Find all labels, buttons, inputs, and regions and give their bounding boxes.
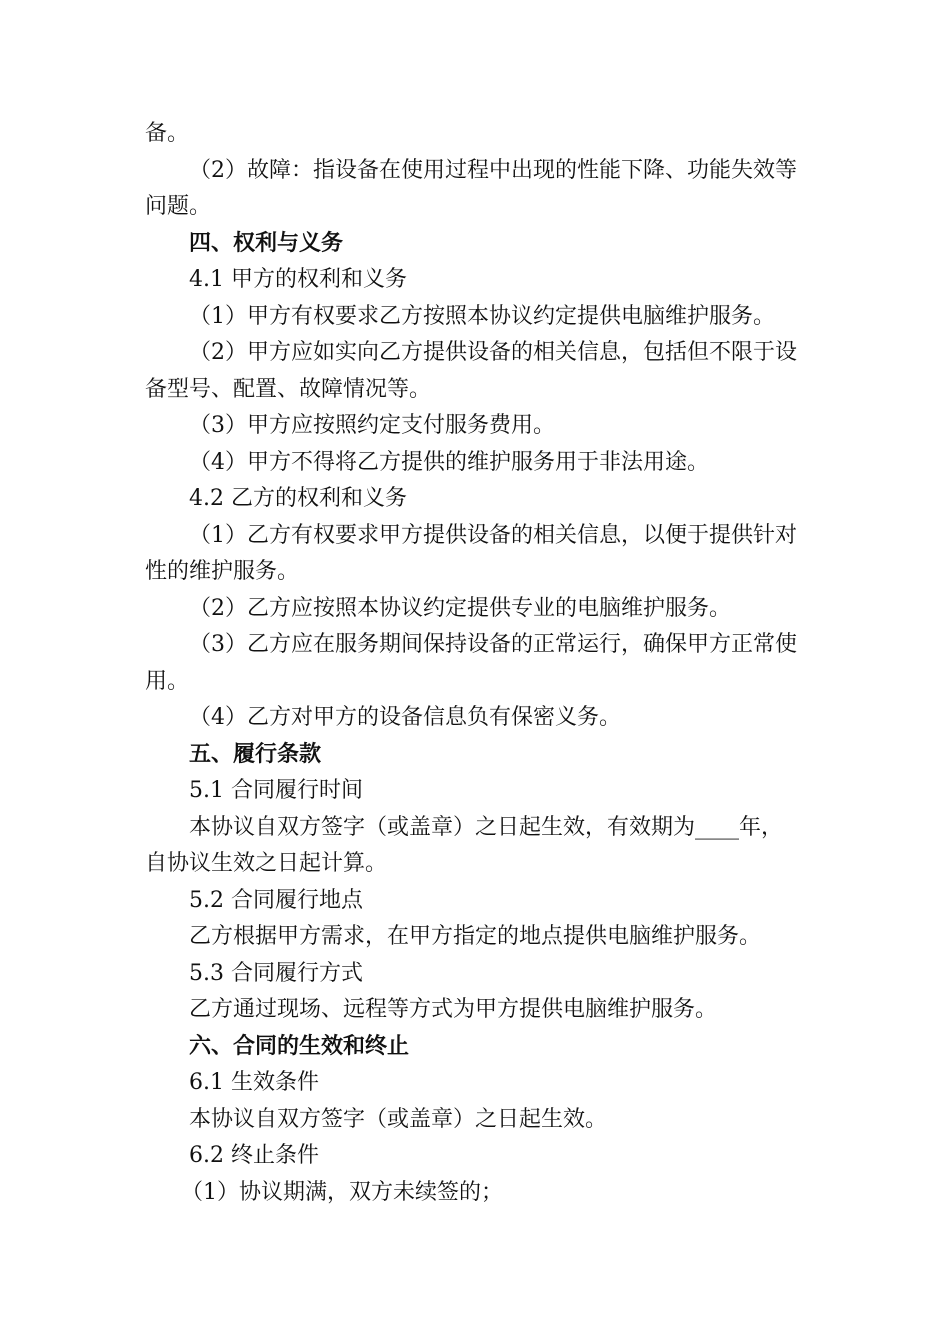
subsection-heading: 6.2 终止条件 (189, 1143, 319, 1168)
subsection-heading: 6.1 生效条件 (189, 1070, 319, 1095)
text-line: 性的维护服务。 (145, 559, 300, 584)
text-line: 乙方根据甲方需求，在甲方指定的地点提供电脑维护服务。 (189, 924, 762, 949)
text-line: 备。 (145, 121, 190, 146)
document-body (145, 116, 810, 1211)
subsection-heading: 5.3 合同履行方式 (189, 960, 363, 986)
text-line: 乙方通过现场、远程等方式为甲方提供电脑维护服务。 (189, 997, 718, 1022)
text-line: （2）故障：指设备在使用过程中出现的性能下降、功能失效等 (189, 157, 797, 183)
text-line: （4）乙方对甲方的设备信息负有保密义务。 (189, 705, 621, 730)
text-line: 用。 (145, 668, 190, 694)
text-line: （3）甲方应按照约定支付服务费用。 (189, 413, 555, 438)
subsection-heading: 4.1 甲方的权利和义务 (189, 267, 407, 292)
text-line: 备型号、配置、故障情况等。 (145, 376, 432, 402)
text-line: （2）乙方应按照本协议约定提供专业的电脑维护服务。 (189, 595, 731, 621)
subsection-heading: 5.2 合同履行地点 (189, 887, 363, 913)
text-line: （2）甲方应如实向乙方提供设备的相关信息，包括但不限于设 (189, 340, 797, 365)
text-line: （1）乙方有权要求甲方提供设备的相关信息，以便于提供针对 (189, 522, 797, 548)
text-line: （1）甲方有权要求乙方按照本协议约定提供电脑维护服务。 (189, 303, 775, 329)
text-line: 本协议自双方签字（或盖章）之日起生效。 (189, 1106, 608, 1132)
section-heading: 四、权利与义务 (189, 230, 344, 256)
subsection-heading: 5.1 合同履行时间 (189, 778, 363, 803)
text-line: （4）甲方不得将乙方提供的维护服务用于非法用途。 (189, 449, 709, 475)
subsection-heading: 4.2 乙方的权利和义务 (189, 486, 407, 511)
text-line: （3）乙方应在服务期间保持设备的正常运行，确保甲方正常使 (189, 632, 797, 657)
section-heading: 六、合同的生效和终止 (189, 1033, 410, 1059)
text-line: （1）协议期满，双方未续签的； (181, 1179, 503, 1205)
section-heading: 五、履行条款 (189, 741, 322, 767)
text-line: 本协议自双方签字（或盖章）之日起生效，有效期为____年， (189, 814, 784, 840)
text-line: 问题。 (145, 194, 212, 219)
text-line: 自协议生效之日起计算。 (145, 851, 388, 876)
